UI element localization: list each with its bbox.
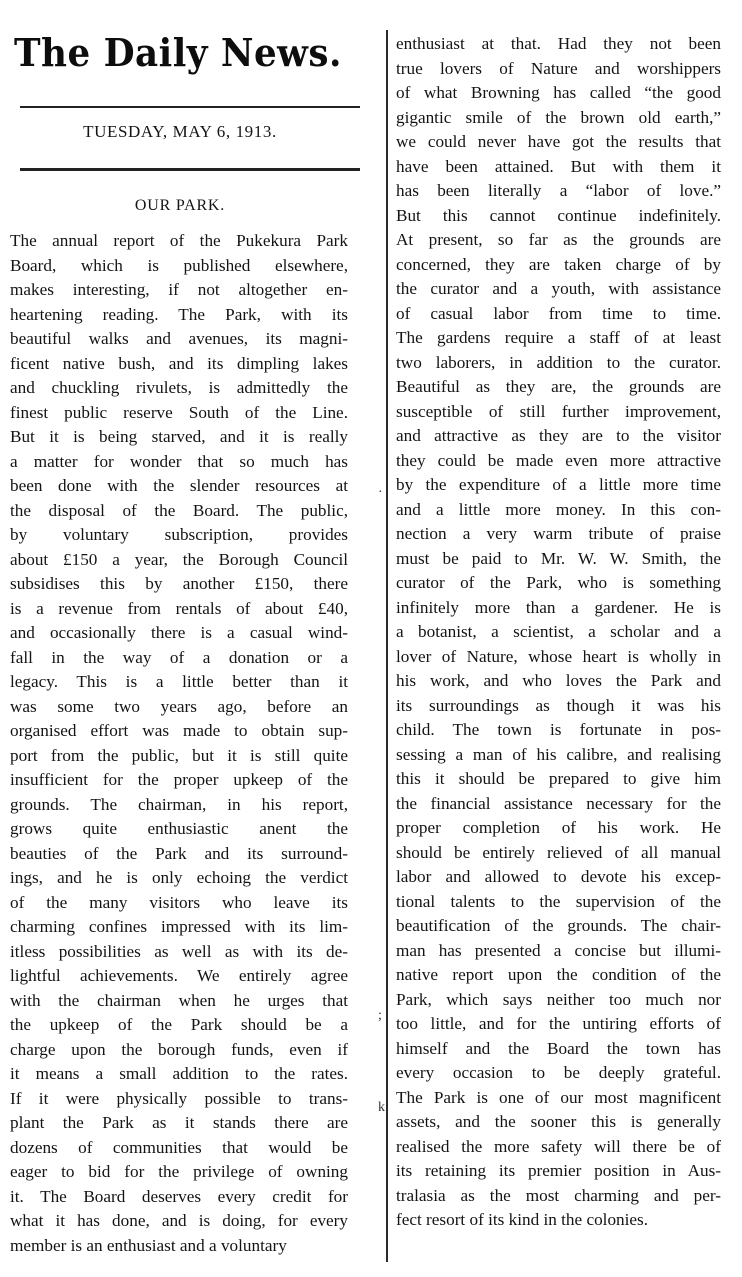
- text-line: tional talents to the supervision of the: [396, 891, 721, 911]
- text-line: port from the public, but it is still quite: [10, 745, 348, 765]
- text-line: eager to bid for the privilege of owning: [10, 1162, 348, 1181]
- text-line: of casual labor from time to time.: [396, 303, 721, 323]
- text-line: labor and allowed to devote his excep-: [396, 867, 721, 886]
- text-line: its retaining its premier position in Aus-: [396, 1161, 721, 1180]
- text-line: realised the more safety will there be of: [396, 1136, 721, 1156]
- text-line: a botanist, a scientist, a scholar and a: [396, 622, 721, 641]
- text-line: assets, and the sooner this is generally: [396, 1112, 721, 1131]
- text-line: what it has done, and is doing, for every: [10, 1211, 348, 1230]
- text-line: a matter for wonder that so much has: [10, 451, 348, 471]
- text-line: enthusiast at that. Had they not been: [396, 34, 721, 53]
- text-line: two laborers, in addition to the curator.: [396, 352, 721, 372]
- text-line: sessing a man of his calibre, and realising: [396, 744, 721, 764]
- text-line: is a revenue from rentals of about £40,: [10, 598, 348, 618]
- text-line: heartening reading. The Park, with its: [10, 304, 348, 324]
- text-line: his work, and who loves the Park and: [396, 671, 721, 690]
- text-line: itless possibilities as well as with its de-: [10, 941, 348, 961]
- text-line: every occasion to be deeply grateful.: [396, 1063, 721, 1082]
- text-line: and chuckling rivulets, is admittedly the: [10, 378, 348, 397]
- text-line: the curator and a youth, with assistance: [396, 279, 721, 298]
- text-line: plant the Park as it stands there are: [10, 1113, 348, 1132]
- text-line: native report upon the condition of the: [396, 965, 721, 984]
- text-line: with the chairman when he urges that: [10, 990, 348, 1010]
- text-line: makes interesting, if not altogether en-: [10, 280, 348, 299]
- text-line: the upkeep of the Park should be a: [10, 1015, 348, 1034]
- text-line: of the many visitors who leave its: [10, 892, 348, 912]
- text-line: they could be made even more attractive: [396, 450, 721, 470]
- text-line: charming confines impressed with its lim-: [10, 917, 348, 936]
- text-line: tralasia as the most charming and per-: [396, 1185, 721, 1205]
- text-line: Park, which says neither too much nor: [396, 989, 721, 1009]
- text-line: have been attained. But with them it: [396, 156, 721, 176]
- text-line: organised effort was made to obtain sup-: [10, 721, 348, 740]
- text-line: Beautiful as they are, the grounds are: [396, 377, 721, 396]
- text-line: lightful achievements. We entirely agree: [10, 966, 348, 985]
- text-line: and a little more money. In this con-: [396, 499, 721, 519]
- text-line: fect resort of its kind in the colonies.: [396, 1210, 649, 1229]
- masthead-rule: [20, 106, 360, 108]
- article-headline: OUR PARK.: [134, 197, 226, 214]
- text-line: But it is being starved, and it is really: [10, 427, 348, 446]
- text-line: dozens of communities that would be: [10, 1137, 348, 1157]
- text-line: lover of Nature, whose heart is wholly in: [396, 646, 721, 666]
- text-line: of what Browning has called “the good: [396, 83, 721, 102]
- text-line: ings, and he is only echoing the verdict: [10, 868, 348, 887]
- print-speck: ;: [378, 1008, 382, 1023]
- masthead-title: The Daily News.: [14, 30, 342, 75]
- text-line: subsidises this by another £150, there: [10, 574, 348, 593]
- text-line: beautification of the grounds. The chair-: [396, 916, 721, 935]
- text-line: infinitely more than a gardener. He is: [396, 597, 721, 617]
- text-line: Board, which is published elsewhere,: [10, 255, 348, 275]
- text-line: concerned, they are taken charge of by: [396, 254, 721, 274]
- text-line: himself and the Board the town has: [396, 1038, 721, 1058]
- text-line: true lovers of Nature and worshippers: [396, 58, 721, 78]
- text-line: about £150 a year, the Borough Council: [10, 549, 348, 569]
- text-line: was some two years ago, before an: [10, 696, 348, 716]
- text-line: has been literally a “labor of love.”: [396, 181, 721, 200]
- print-speck: ·: [378, 485, 383, 500]
- text-line: by voluntary subscription, provides: [10, 525, 348, 544]
- text-line: its surroundings as though it was his: [396, 695, 721, 715]
- text-line: it. The Board deserves every credit for: [10, 1186, 348, 1206]
- text-line: If it were physically possible to trans-: [10, 1088, 348, 1108]
- dateline-rule: [20, 168, 360, 171]
- text-line: fall in the way of a donation or a: [10, 647, 348, 667]
- text-line: and attractive as they are to the visitor: [396, 426, 721, 445]
- text-line: and occasionally there is a casual wind-: [10, 623, 348, 642]
- text-line: too little, and for the untiring efforts of: [396, 1014, 721, 1033]
- text-line: member is an enthusiast and a voluntary: [10, 1235, 287, 1255]
- text-line: beautiful walks and avenues, its magni-: [10, 329, 348, 348]
- text-line: finest public reserve South of the Line.: [10, 402, 348, 422]
- text-line: insufficient for the proper upkeep of the: [10, 770, 348, 789]
- text-line: the financial assistance necessary for the: [396, 793, 721, 813]
- text-line: this it should be prepared to give him: [396, 769, 721, 788]
- text-line: grows quite enthusiastic anent the: [10, 819, 348, 838]
- text-line: susceptible of still further improvement,: [396, 401, 721, 421]
- print-speck: k: [378, 1100, 385, 1115]
- text-line: by the expenditure of a little more time: [396, 475, 721, 494]
- text-line: ficent native bush, and its dimpling lakes: [10, 353, 348, 373]
- text-line: the disposal of the Board. The public,: [10, 500, 348, 520]
- text-line: nection a very warm tribute of praise: [396, 524, 721, 543]
- text-line: charge upon the borough funds, even if: [10, 1039, 348, 1059]
- text-line: The gardens require a staff of at least: [396, 328, 721, 347]
- article-left-column: [10, 229, 348, 1258]
- text-line: proper completion of his work. He: [396, 818, 721, 837]
- text-line: At present, so far as the grounds are: [396, 230, 721, 249]
- text-line: beauties of the Park and its surround-: [10, 843, 348, 863]
- text-line: child. The town is fortunate in pos-: [396, 720, 721, 739]
- text-line: But this cannot continue indefinitely.: [396, 205, 721, 225]
- column-divider: [386, 30, 388, 1262]
- text-line: been done with the slender resources at: [10, 476, 348, 495]
- text-line: man has presented a concise but illumi-: [396, 940, 721, 960]
- text-line: legacy. This is a little better than it: [10, 672, 348, 691]
- text-line: must be paid to Mr. W. W. Smith, the: [396, 548, 721, 568]
- text-line: it means a small addition to the rates.: [10, 1064, 348, 1083]
- text-line: The Park is one of our most magnificent: [396, 1087, 721, 1107]
- dateline: TUESDAY, MAY 6, 1913.: [83, 122, 277, 141]
- text-line: The annual report of the Pukekura Park: [10, 231, 348, 250]
- article-right-column: [396, 32, 721, 1233]
- text-line: should be entirely relieved of all manual: [396, 842, 721, 862]
- text-line: grounds. The chairman, in his report,: [10, 794, 348, 814]
- text-line: curator of the Park, who is something: [396, 573, 721, 592]
- text-line: we could never have got the results that: [396, 132, 721, 151]
- text-line: gigantic smile of the brown old earth,”: [396, 107, 721, 127]
